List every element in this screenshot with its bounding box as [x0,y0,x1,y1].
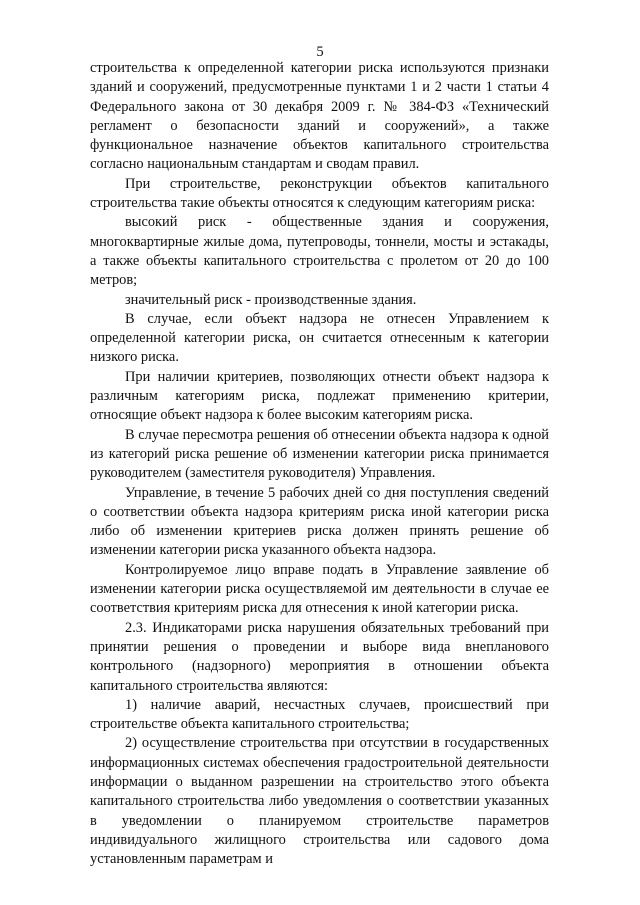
paragraph: 2.3. Индикаторами риска нарушения обязательных требований при принятии решения о проведении и выборе вида внепланового контрольного (надзорного) мероприятия в отношении объекта капитального строительства являются: [90,619,549,694]
paragraph: В случае, если объект надзора не отнесен Управлением к определенной категории риска, он считается отнесенным к категории низкого риска. [90,310,549,366]
paragraph: 2) осуществление строительства при отсутствии в государственных информационных системах обеспечения градостроительной деятельности информации о выданном разрешении на строительство этого объекта капитального строительства либо уведомления о соответствии указанных в уведомлении о планируемом строительстве параметров индивидуального жилищного строительства или садового дома установленным параметрам и [90,735,549,868]
paragraph: строительства к определенной категории риска используются признаки зданий и сооружений, предусмотренные пунктами 1 и 2 части 1 статьи 4 Федерального закона от 30 декабря 2009 г. № 384-ФЗ «Технический регламент о безопасности зданий и сооружений», а также функциональное назначение объектов капитального строительства согласно национальным стандартам и сводам правил. [90,60,549,173]
paragraph: Управление, в течение 5 рабочих дней со дня поступления сведений о соответствии объекта надзора критериям риска иной категории риска либо об изменении критериев риска должен принять решение об изменении категории риска указанного объекта надзора. [90,484,549,559]
paragraph: Контролируемое лицо вправе подать в Управление заявление об изменении категории риска осуществляемой им деятельности в случае ее соответствия критериям риска для отнесения к иной категории риска. [90,561,549,617]
paragraph: При строительстве, реконструкции объектов капитального строительства такие объекты относятся к следующим категориям риска: [90,175,549,212]
paragraph: В случае пересмотра решения об отнесении объекта надзора к одной из категорий риска решение об изменении категории риска принимается руководителем (заместителя руководителя) Управления. [90,426,550,482]
paragraph: 1) наличие аварий, несчастных случаев, происшествий при строительстве объекта капитального строительства; [90,696,549,733]
document-body [90,59,549,869]
paragraph: значительный риск - производственные здания. [125,291,417,308]
paragraph: При наличии критериев, позволяющих отнести объект надзора к различным категориям риска, подлежат применению критерии, относящие объект надзора к более высоким категориям риска. [90,368,549,424]
page-number: 5 [316,44,324,60]
paragraph: высокий риск - общественные здания и сооружения, многоквартирные жилые дома, путепроводы, тоннели, мосты и эстакады, а также объекты капитального строительства с пролетом от 20 до 100 метров; [90,214,549,289]
